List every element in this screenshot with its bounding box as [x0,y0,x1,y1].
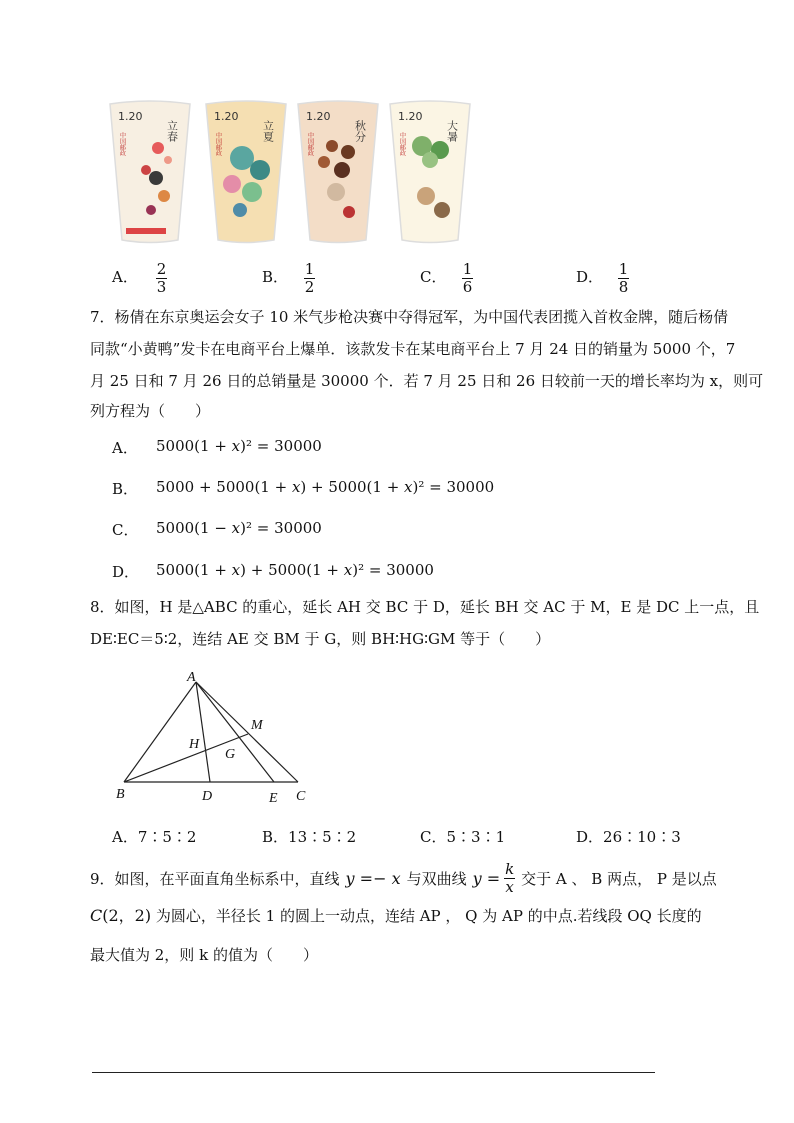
q7-line-1: 7．杨倩在东京奥运会女子 10 米气步枪决赛中夺得冠军，为中国代表团揽入首枚金牌，随后杨倩 [90,308,729,326]
q7-option-a-label: A． [112,439,138,457]
option-label: A． [112,828,138,846]
stamp-2 [206,101,286,243]
q9-point-c: 𝐶(2，2) [90,906,152,925]
q8-option-a [112,826,196,847]
q8-line-1: 8．如图，H 是△ABC 的重心，延长 AH 交 BC 于 D，延长 BH 交 AC 于 M，E 是 DC 上一点，且 [90,598,760,616]
stamp-1-country: 中国邮政 [118,132,126,156]
q7-option-c-expr: 5000(1 − 𝑥)² = 30000 [156,519,322,537]
label-c: C [296,789,306,804]
segment-ab [124,682,196,782]
stamp-4-denomination: 1.20 [398,110,423,123]
stamp-4-term: 大暑 [445,120,459,142]
q6-option-b-label: B． [262,268,289,286]
stamp-2-country: 中国邮政 [214,132,222,156]
stamp-3-country: 中国邮政 [306,132,314,156]
stamp-1-denomination: 1.20 [118,110,143,123]
fraction-numerator: 2 [156,260,167,278]
fraction-numerator: 1 [618,260,629,278]
fraction-numerator: 1 [304,260,315,278]
stamp-1 [110,101,190,243]
segment-ac [196,682,298,782]
option-text: 5∶3∶1 [446,828,506,846]
q8-option-d [576,826,681,847]
q9-text-intro: 9．如图，在平面直角坐标系中，直线 [90,870,340,888]
option-text: 13∶5∶2 [288,828,357,846]
stamp-3 [298,101,378,243]
label-b: B [116,787,125,802]
footer-divider [92,1072,655,1073]
label-h: H [189,737,200,752]
q6-option-b-fraction [304,262,315,295]
fraction-numerator: 1 [462,260,473,278]
q6-option-c-label: C． [420,268,447,286]
q8-triangle-figure [110,666,320,806]
q8-option-c [420,826,505,847]
q9-hyperbola-lhs: 𝑦 = [472,869,501,888]
q6-options [0,262,794,298]
label-g: G [225,747,236,762]
q7-line-2: 同款“小黄鸭”发卡在电商平台上爆单．该款发卡在某电商平台上 7 月 24 日的销量为 5000 个，7 [90,340,736,358]
q9-line-1 [90,862,717,895]
q7-option-a-expr: 5000(1 + 𝑥)² = 30000 [156,437,322,455]
label-e: E [269,791,278,806]
fraction-denominator: 6 [462,278,473,296]
stamp-2-term: 立夏 [261,120,275,142]
stamps-illustration [106,100,486,245]
q7-option-d-label: D． [112,563,140,581]
q6-option-a-label: A． [112,268,138,286]
q9-hyperbola-fraction [504,862,515,895]
fraction-denominator: 𝑥 [505,878,514,896]
option-label: B． [262,828,289,846]
q9-line-equation: 𝑦 =− 𝑥 [345,869,401,888]
q9-text-intersect: 交于 A 、 B 两点， P 是以点 [521,870,717,888]
stamp-3-term: 秋分 [353,120,367,142]
label-m: M [251,718,263,733]
fraction-denominator: 8 [618,278,629,296]
fraction-denominator: 3 [156,278,167,296]
stamp-3-denomination: 1.20 [306,110,331,123]
label-d: D [202,789,213,804]
q6-option-c-fraction [462,262,473,295]
q7-option-c-label: C． [112,521,139,539]
q9-line-3: 最大值为 2，则 k 的值为（ ） [90,946,318,964]
q9-line-2 [90,903,702,926]
option-label: D． [576,828,604,846]
q7-option-d-expr: 5000(1 + 𝑥) + 5000(1 + 𝑥)² = 30000 [156,561,434,579]
q9-text-hyperbola: 与双曲线 [406,870,467,888]
q7-line-3: 月 25 日和 7 月 26 日的总销量是 30000 个．若 7 月 25 日和 26 日较前一天的增长率均为 x，则可 [90,372,764,390]
q6-option-d-label: D． [576,268,604,286]
fraction-numerator: 𝑘 [505,860,515,878]
q8-line-2: DE∶EC＝5∶2，连结 AE 交 BM 于 G，则 BH∶HG∶GM 等于（ ） [90,630,551,648]
option-label: C． [420,828,447,846]
fraction-denominator: 2 [304,278,315,296]
q8-option-b [262,826,356,847]
stamp-4 [390,101,470,243]
label-a: A [187,670,196,685]
q7-option-b-expr: 5000 + 5000(1 + 𝑥) + 5000(1 + 𝑥)² = 30000 [156,478,495,496]
q7-option-b-label: B． [112,480,139,498]
stamp-2-denomination: 1.20 [214,110,239,123]
q6-option-a-fraction [156,262,167,295]
stamp-1-term: 立春 [165,120,179,142]
q7-line-4: 列方程为（ ） [90,402,211,420]
q9-text-circle: 为圆心，半径长 1 的圆上一动点，连结 AP ， Q 为 AP 的中点.若线段 OQ 长度的 [155,907,702,925]
option-text: 7∶5∶2 [137,828,197,846]
q6-option-d-fraction [618,262,629,295]
option-text: 26∶10∶3 [603,828,681,846]
stamp-4-country: 中国邮政 [398,132,406,156]
